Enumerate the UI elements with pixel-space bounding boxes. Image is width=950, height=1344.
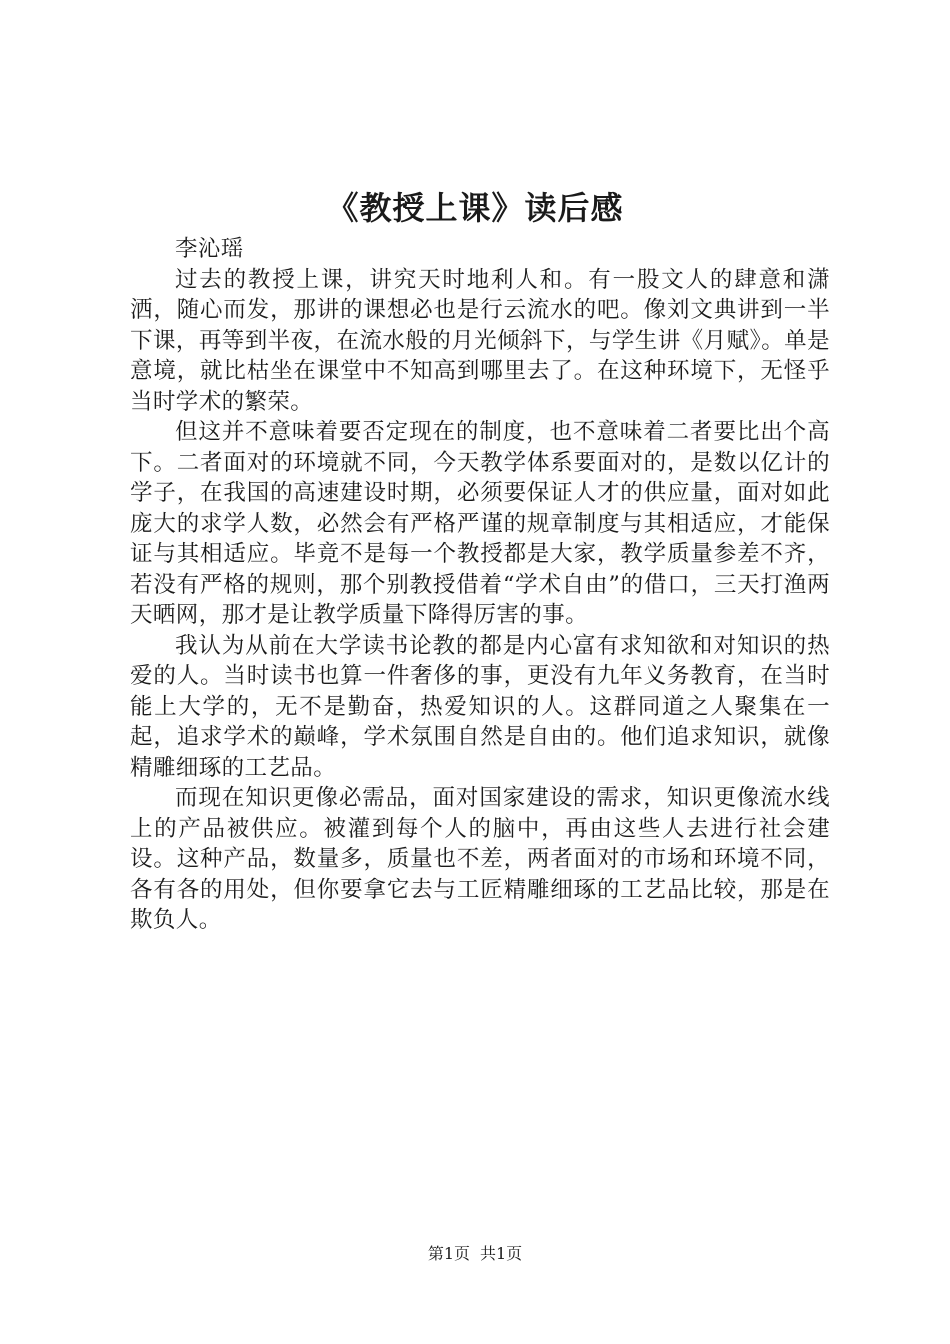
paragraph-4: 而现在知识更像必需品，面对国家建设的需求，知识更像流水线上的产品被供应。被灌到每个人的脑中，再由这些人去进行社会建设。这种产品，数量多，质量也不差，两者面对的市场和环境不同，各有各的用处，但你要拿它去与工匠精雕细琢的工艺品比较，那是在欺负人。 <box>130 785 830 933</box>
page-footer <box>0 1242 950 1266</box>
document-body <box>130 234 830 936</box>
document-title: 《教授上课》读后感 <box>326 189 624 227</box>
paragraph-3: 我认为从前在大学读书论教的都是内心富有求知欲和对知识的热爱的人。当时读书也算一件奢侈的事，更没有九年义务教育，在当时能上大学的，无不是勤奋，热爱知识的人。这群同道之人聚集在一起，追求学术的巅峰，学术氛围自然是自由的。他们追求知识，就像精雕细琢的工艺品。 <box>130 632 830 781</box>
paragraph-2: 但这并不意味着要否定现在的制度，也不意味着二者要比出个高下。二者面对的环境就不同，今天教学体系要面对的，是数以亿计的学子，在我国的高速建设时期，必须要保证人才的供应量，面对如此庞大的求学人数，必然会有严格严谨的规章制度与其相适应，才能保证与其相适应。毕竟不是每一个教授都是大家，教学质量参差不齐，若没有严格的规则，那个别教授借着“学术自由”的借口，三天打渔两天晒网，那才是让教学质量下降得厉害的事。 <box>130 419 830 628</box>
paragraph-1: 过去的教授上课，讲究天时地利人和。有一股文人的肆意和潇洒，随心而发，那讲的课想必也是行云流水的吧。像刘文典讲到一半下课，再等到半夜，在流水般的月光倾斜下，与学生讲《月赋》。单是意境，就比枯坐在课堂中不知高到哪里去了。在这种环境下，无怪乎当时学术的繁荣。 <box>130 266 830 415</box>
page-total: 共1页 <box>480 1244 523 1263</box>
page-number: 第1页 <box>427 1244 470 1263</box>
author-name: 李沁瑶 <box>175 236 244 262</box>
